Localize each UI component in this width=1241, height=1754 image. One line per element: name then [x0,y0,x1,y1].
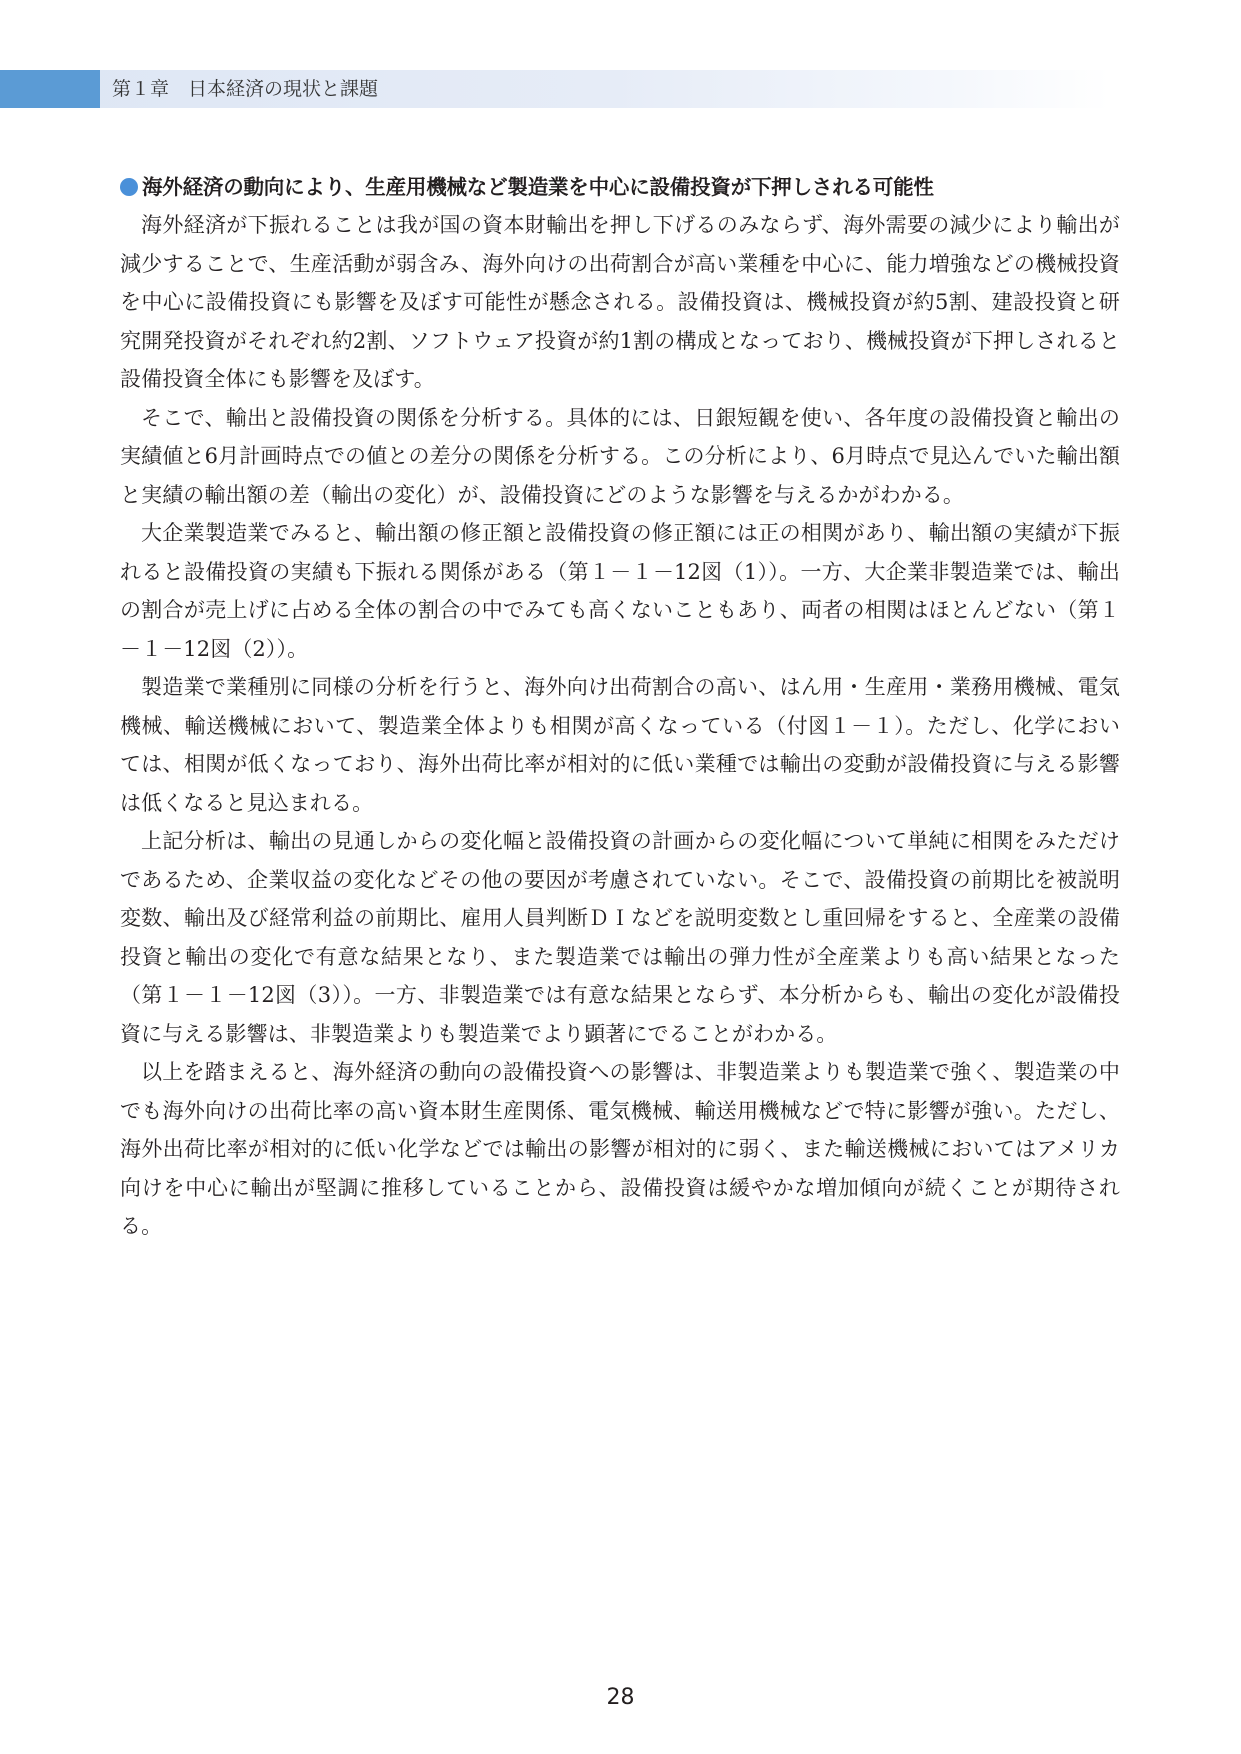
chapter-title: 第１章 日本経済の現状と課題 [112,78,379,100]
section-heading [120,168,1120,206]
page-number: 28 [606,1685,635,1710]
main-content [120,168,1120,1246]
paragraph-5: 上記分析は、輸出の見通しからの変化幅と設備投資の計画からの変化幅について単純に相関をみただけであるため、企業収益の変化などその他の要因が考慮されていない。そこで、設備投資の前期比を被説明変数、輸出及び経常利益の前期比、雇用人員判断ＤＩなどを説明変数とし重回帰をすると、全産業の設備投資と輸出の変化で有意な結果となり、また製造業では輸出の弾力性が全産業よりも高い結果となった（第１－１－12図（3））。一方、非製造業では有意な結果とならず、本分析からも、輸出の変化が設備投資に与える影響は、非製造業よりも製造業でより顕著にでることがわかる。 [120,829,1120,1046]
paragraph-3: 大企業製造業でみると、輸出額の修正額と設備投資の修正額には正の相関があり、輸出額の実績が下振れると設備投資の実績も下振れる関係がある（第１－１－12図（1））。一方、大企業非製造業では、輸出の割合が売上げに占める全体の割合の中でみても高くないこともあり、両者の相関はほとんどない（第１－１－12図（2））。 [120,521,1120,661]
paragraph-4: 製造業で業種別に同様の分析を行うと、海外向け出荷割合の高い、はん用・生産用・業務用機械、電気機械、輸送機械において、製造業全体よりも相関が高くなっている（付図１－１）。ただし、化学においては、相関が低くなっており、海外出荷比率が相対的に低い業種では輸出の変動が設備投資に与える影響は低くなると見込まれる。 [120,675,1120,815]
paragraph-2: そこで、輸出と設備投資の関係を分析する。具体的には、日銀短観を使い、各年度の設備投資と輸出の実績値と6月計画時点での値との差分の関係を分析する。この分析により、6月時点で見込んでいた輸出額と実績の輸出額の差（輸出の変化）が、設備投資にどのような影響を与えるかがわかる。 [120,405,1120,507]
paragraph-1: 海外経済が下振れることは我が国の資本財輸出を押し下げるのみならず、海外需要の減少により輸出が減少することで、生産活動が弱含み、海外向けの出荷割合が高い業種を中心に、能力増強などの機械投資を中心に設備投資にも影響を及ぼす可能性が懸念される。設備投資は、機械投資が約5割、建設投資と研究開発投資がそれぞれ約2割、ソフトウェア投資が約1割の構成となっており、機械投資が下押しされると設備投資全体にも影響を及ぼす。 [120,213,1120,391]
chapter-header-accent [0,70,100,108]
paragraph-6: 以上を踏まえると、海外経済の動向の設備投資への影響は、非製造業よりも製造業で強く、製造業の中でも海外向けの出荷比率の高い資本財生産関係、電気機械、輸送用機械などで特に影響が強い。ただし、海外出荷比率が相対的に低い化学などでは輸出の影響が相対的に弱く、また輸送機械においてはアメリカ向けを中心に輸出が堅調に推移していることから、設備投資は緩やかな増加傾向が続くことが期待される。 [120,1060,1120,1238]
section-heading-text: 海外経済の動向により、生産用機械など製造業を中心に設備投資が下押しされる可能性 [142,175,934,199]
bullet-circle-icon [120,178,138,196]
